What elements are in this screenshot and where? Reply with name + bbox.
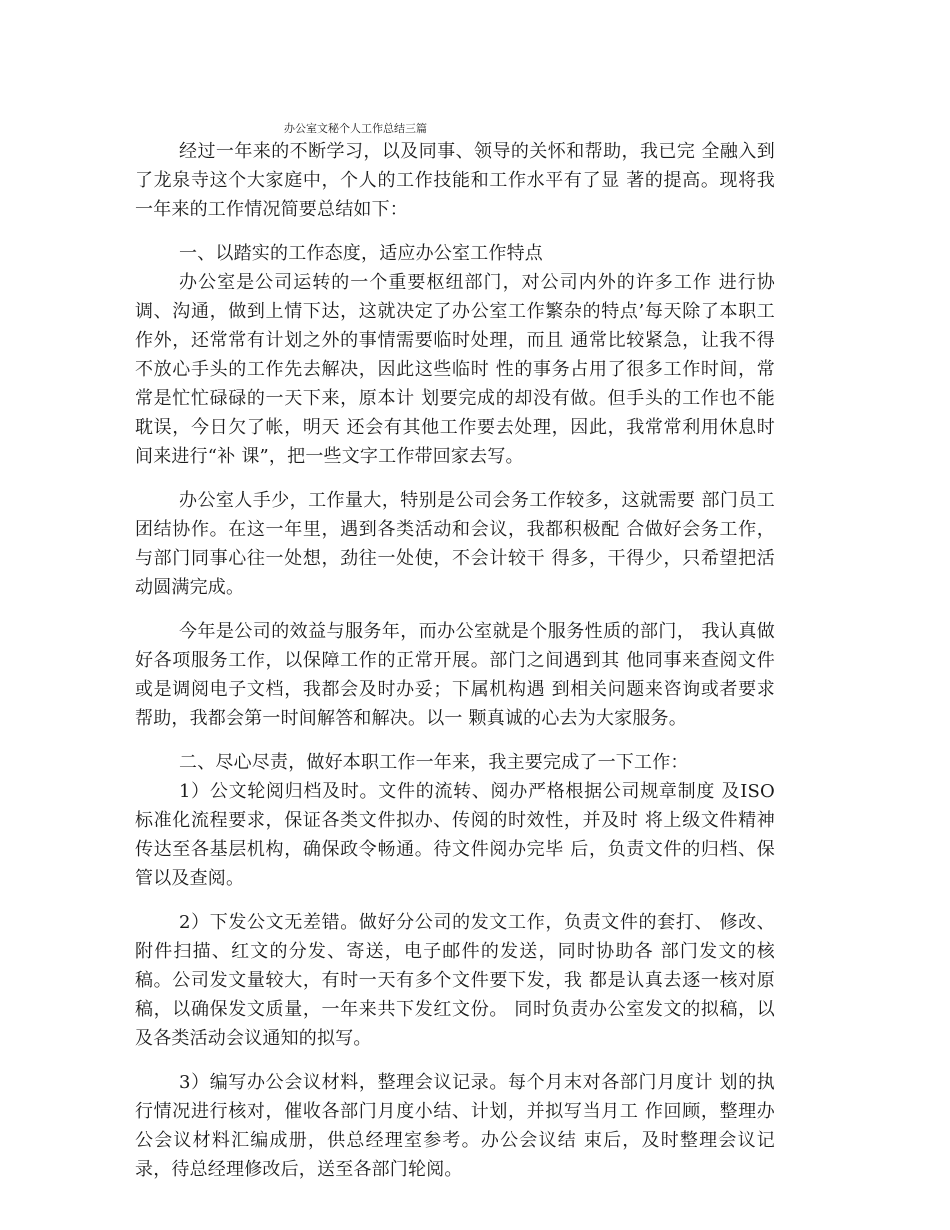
paragraph-item-3: 3）编写办公会议材料，整理会议记录。每个月末对各部门月度计 划的执行情况进行核对，催收各部门月度小结、计划，并拟写当月工 作回顾，整理办公会议材料汇编成册，供总经理室参考。办公会议结 束后，及时整理会议记录，待总经理修改后，送至各部门轮阅。 xyxy=(135,1072,775,1180)
paragraph-teamwork: 办公室人手少，工作量大，特别是公司会务工作较多，这就需要 部门员工团结协作。在这一年里，遇到各类活动和会议，我都积极配 合做好会务工作，与部门同事心往一处想，劲往一处使，不会计较干 得多，干得少，只希望把活动圆满完成。 xyxy=(135,490,775,598)
paragraph-item-1: 1）公文轮阅归档及时。文件的流转、阅办严格根据公司规章制度 及ISO 标准化流程要求，保证各类文件拟办、传阅的时效性，并及时 将上级文件精神传达至各基层机构，确保政令畅通。待文件阅办完毕 后，负责文件的归档、保管以及查阅。 xyxy=(135,781,775,889)
paragraph-service: 今年是公司的效益与服务年，而办公室就是个服务性质的部门， 我认真做好各项服务工作，以保障工作的正常开展。部门之间遇到其 他同事来查阅文件或是调阅电子文档，我都会及时办妥；下属机构遇 到相关问题来咨询或者要求帮助，我都会第一时间解答和解决。以一 颗真诚的心去为大家服务。 xyxy=(135,621,775,729)
section-heading-2: 二、尽心尽责，做好本职工作一年来，我主要完成了一下工作： xyxy=(179,752,689,773)
document-title: 办公室文秘个人工作总结三篇 xyxy=(284,122,427,135)
section-heading-1: 一、以踏实的工作态度，适应办公室工作特点 xyxy=(179,243,543,264)
document-body xyxy=(135,137,775,1184)
paragraph-intro: 经过一年来的不断学习，以及同事、领导的关怀和帮助，我已完 全融入到了龙泉寺这个大家庭中，个人的工作技能和工作水平有了显 著的提高。现将我一年来的工作情况简要总结如下： xyxy=(135,141,775,220)
paragraph-item-2: 2）下发公文无差错。做好分公司的发文工作，负责文件的套打、 修改、附件扫描、红文的分发、寄送，电子邮件的发送，同时协助各 部门发文的核稿。公司发文量较大，有时一天有多个文件要下发，我 都是认真去逐一核对原稿，以确保发文质量，一年来共下发红文份。 同时负责办公室发文的拟稿，以及各类活动会议通知的拟写。 xyxy=(135,912,775,1049)
paragraph-office-role: 办公室是公司运转的一个重要枢纽部门，对公司内外的许多工作 进行协调、沟通，做到上情下达，这就决定了办公室工作繁杂的特点’每天除了本职工作外，还常常有计划之外的事情需要临时处理，而且 通常比较紧急，让我不得不放心手头的工作先去解决，因此这些临时 性的事务占用了很多工作时间，常常是忙忙碌碌的一天下来，原本计 划要完成的却没有做。但手头的工作也不能耽误，今日欠了帐，明天 还会有其他工作要去处理，因此，我常常利用休息时间来进行“补 课”，把一些文字工作带回家去写。 xyxy=(135,272,775,467)
